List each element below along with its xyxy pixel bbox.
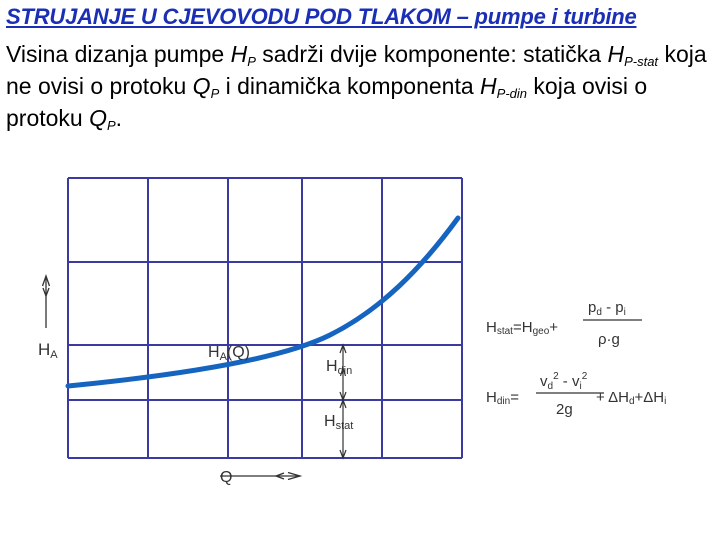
- intro-text-2: sadrži dvije komponente: statička: [255, 41, 608, 67]
- intro-text-4: i dinamička komponenta: [219, 73, 481, 99]
- formula-hdin: [486, 371, 666, 418]
- intro-text-1: Visina dizanja pumpe: [6, 41, 231, 67]
- grid: [68, 178, 462, 458]
- pump-curve: [68, 218, 458, 386]
- pump-characteristic-diagram: [0, 150, 720, 490]
- slide-title: STRUJANJE U CJEVOVODU POD TLAKOM – pumpe i turbine: [6, 4, 637, 29]
- formula-hstat: [486, 299, 642, 348]
- svg-text:Hstat=Hgeo+: Hstat=Hgeo+: [486, 319, 559, 337]
- curve-label: HA(Q): [208, 344, 251, 363]
- x-axis-label: Q: [220, 469, 233, 486]
- svg-text:+ ΔHd+ΔHi: + ΔHd+ΔHi: [596, 389, 667, 407]
- intro-text-5: koja ovisi o protoku: [6, 73, 648, 131]
- qp-symbol-1: $Q_P$: [192, 73, 220, 101]
- svg-text:ρ·g: ρ·g: [598, 331, 620, 348]
- y-axis-label: HA: [38, 340, 58, 361]
- hp-din-symbol: $H_{P-din}$: [480, 73, 528, 101]
- hdin-label: Hdin: [326, 358, 353, 377]
- svg-text:2g: 2g: [556, 401, 573, 418]
- intro-paragraph: [6, 38, 714, 134]
- qp-symbol-2: $Q_P$: [89, 105, 116, 133]
- intro-text-3: koja ne ovisi o protoku: [6, 41, 707, 99]
- intro-text-6: .: [115, 105, 123, 131]
- y-axis-arrow: [43, 276, 50, 328]
- svg-text:vd2 - vi2: $v_d^2 - v_i^2$: [540, 371, 588, 392]
- hp-symbol: $H_P$: [230, 41, 256, 69]
- svg-text:Hdin=: Hdin=: [486, 389, 519, 407]
- svg-text:pd - pi: $p_d - p_i$: [588, 299, 626, 318]
- hstat-label: Hstat: [324, 413, 354, 432]
- hp-stat-symbol: $H_{P-stat}$: [607, 41, 659, 69]
